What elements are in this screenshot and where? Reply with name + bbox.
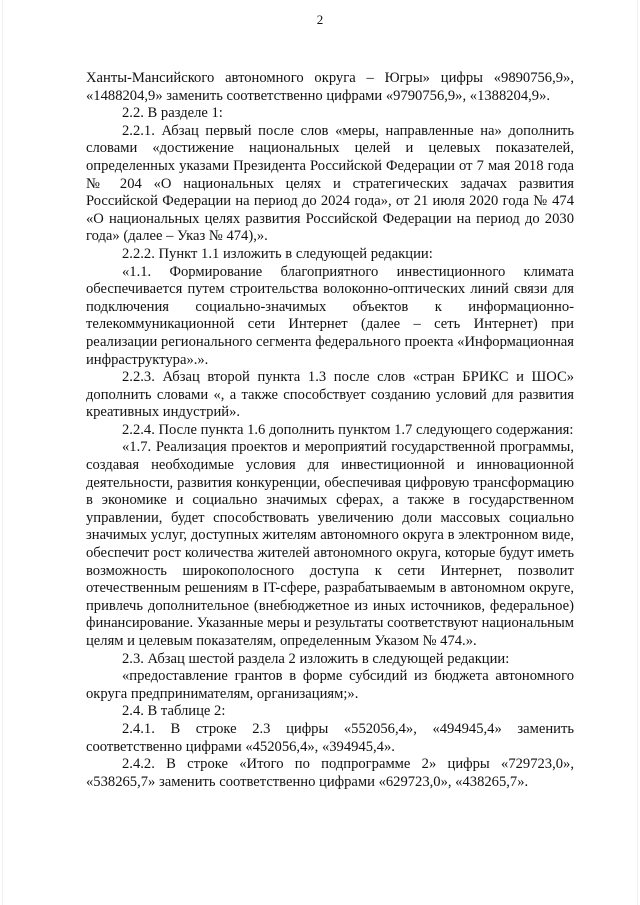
page-number: 2 <box>316 12 324 27</box>
document-body <box>86 70 574 791</box>
paragraph-quote-1-7: «1.7. Реализация проектов и мероприятий государственной программы, создавая необходимые условия для инвестиционной и инновационной деятельности, развития конкуренции, обеспечивая цифровую трансформацию в экономике и социально значимых сферах, а также в государственном управлении, будет способствовать увеличению доли массовых социально значимых услуг, доступных жителям автономного округа в электронном виде, обеспечит рост количества жителей автономного округа, которые будут иметь возможность широкополосного доступа к сети Интернет, позволит отечественным решениям в IT-сфере, разрабатываемым в автономном округе, привлечь дополнительное (внебюджетное из иных источников, федеральное) финансирование. Указанные меры и результаты соответствуют национальным целям и целевым показателям, определенным Указом № 474.». <box>86 439 574 649</box>
paragraph-2-4-2: 2.4.2. В строке «Итого по подпрограмме 2» цифры «729723,0», «538265,7» заменить соответственно цифрами «629723,0», «438265,7». <box>86 756 574 790</box>
paragraph-2-2-3: 2.2.3. Абзац второй пункта 1.3 после слов «стран БРИКС и ШОС» дополнить словами «, а также способствует созданию условий для развития креативных индустрий». <box>86 369 574 421</box>
paragraph-2-2-4: 2.2.4. После пункта 1.6 дополнить пунктом 1.7 следующего содержания: <box>122 421 574 438</box>
scan-edge-left <box>2 0 3 905</box>
paragraph-2-2-2: 2.2.2. Пункт 1.1 изложить в следующей редакции: <box>122 245 433 262</box>
paragraph-2-2-1: 2.2.1. Абзац первый после слов «меры, направленные на» дополнить словами «достижение национальных целей и целевых показателей, определенных указами Президента Российской Федерации от 7 мая 2018 года № 204 «О национальных целях и стратегических задачах развития Российской Федерации на период до 2024 года», от 21 июля 2020 года № 474 «О национальных целях развития Российской Федерации на период до 2030 года» (далее – Указ № 474),». <box>86 122 574 245</box>
paragraph-2-2: 2.2. В разделе 1: <box>122 105 223 122</box>
paragraph-quote-grants: «предоставление грантов в форме субсидий из бюджета автономного округа предпринимателям, организациям;». <box>86 668 574 702</box>
paragraph-2-4-1: 2.4.1. В строке 2.3 цифры «552056,4», «494945,4» заменить соответственно цифрами «452056,4», «394945,4». <box>86 720 574 755</box>
scan-edge-right <box>637 0 638 905</box>
paragraph-2-3: 2.3. Абзац шестой раздела 2 изложить в следующей редакции: <box>122 650 510 667</box>
paragraph-quote-1-1: «1.1. Формирование благоприятного инвестиционного климата обеспечивается путем строительства волоконно-оптических линий связи для подключения социально-значимых объектов к информационно-телекоммуникационной сети Интернет (далее – сеть Интернет) при реализации регионального сегмента федерального проекта «Информационная инфраструктура».». <box>86 263 574 368</box>
paragraph-continuation: Ханты-Мансийского автономного округа – Югры» цифры «9890756,9», «1488204,9» заменить соответственно цифрами «9790756,9», «1388204,9». <box>86 70 574 104</box>
paragraph-2-4: 2.4. В таблице 2: <box>122 703 226 720</box>
